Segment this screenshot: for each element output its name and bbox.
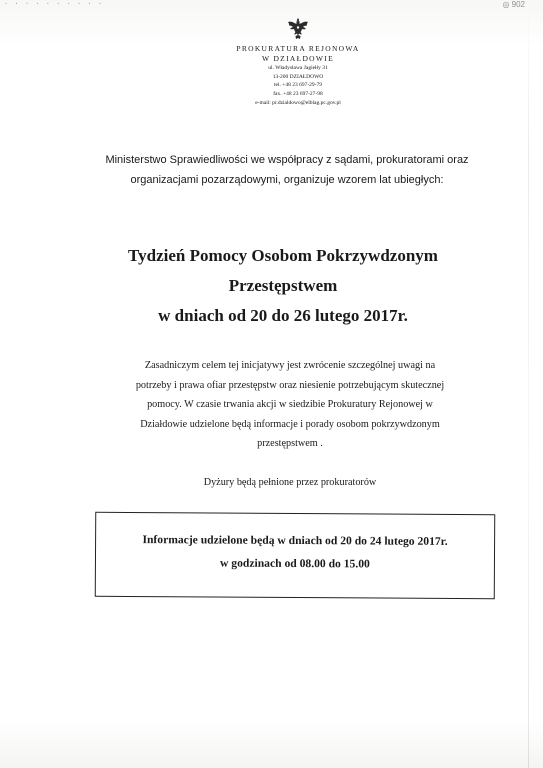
institution-city: W DZIAŁDOWIE — [262, 54, 334, 63]
address-postal-code: 13-200 DZIAŁDOWO — [272, 73, 324, 80]
intro-paragraph: Ministerstwo Sprawiedliwości we współpracy z sądami, prokuratorami oraz organizacjami pozarządowymi, organizuje wzorem lat ubiegłych: — [105, 154, 469, 186]
title-dates: w dniach od 20 do 26 lutego 2017r. — [158, 306, 408, 325]
title-line-1: Tydzień Pomocy Osobom Pokrzywdzonym — [128, 246, 438, 265]
page-number: ◎ 902 — [502, 0, 525, 9]
info-dates-line: Informacje udzielone będą w dniach od 20 do 24 lutego 2017r. — [142, 533, 448, 548]
fax-number: fax. +48 23 697-27-98 — [273, 91, 323, 98]
body-line: przestępstwem . — [257, 438, 323, 449]
address-street: ul. Władysława Jagiełły 31 — [268, 65, 328, 71]
scan-edge-shadow — [528, 0, 529, 768]
body-line: pomocy. W czasie trwania akcji w siedzibie Prokuratury Rejonowej w — [147, 399, 433, 410]
info-box-text — [96, 528, 494, 576]
letterhead — [223, 16, 373, 108]
scan-corner-marks: · · · · · · · · · · — [4, 0, 104, 8]
duty-note: Dyżury będą pełnione przez prokuratorów — [203, 477, 377, 488]
body-paragraph — [94, 356, 486, 454]
phone-number: tel. +48 23 697-29-79 — [273, 82, 322, 89]
email-address: e-mail: pr.dzialdowo@elblag.pc.gov.pl — [255, 99, 341, 106]
body-line: potrzeby i prawa ofiar przestępstw oraz niesienie potrzebującym skutecznej — [135, 379, 445, 391]
info-box — [95, 512, 496, 599]
info-hours-line: w godzinach od 08.00 do 15.00 — [220, 556, 370, 571]
eagle-emblem-icon — [287, 16, 309, 42]
institution-name: PROKURATURA REJONOWA — [236, 44, 360, 53]
body-line: Działdowie udzielone będą informacje i porady osobom pokrzywdzonym — [140, 418, 440, 430]
body-line: Zasadniczym celem tej inicjatywy jest zwrócenie szczególnej uwagi na — [144, 360, 436, 371]
title-line-2: Przestępstwem — [228, 276, 338, 295]
event-title — [84, 241, 482, 331]
